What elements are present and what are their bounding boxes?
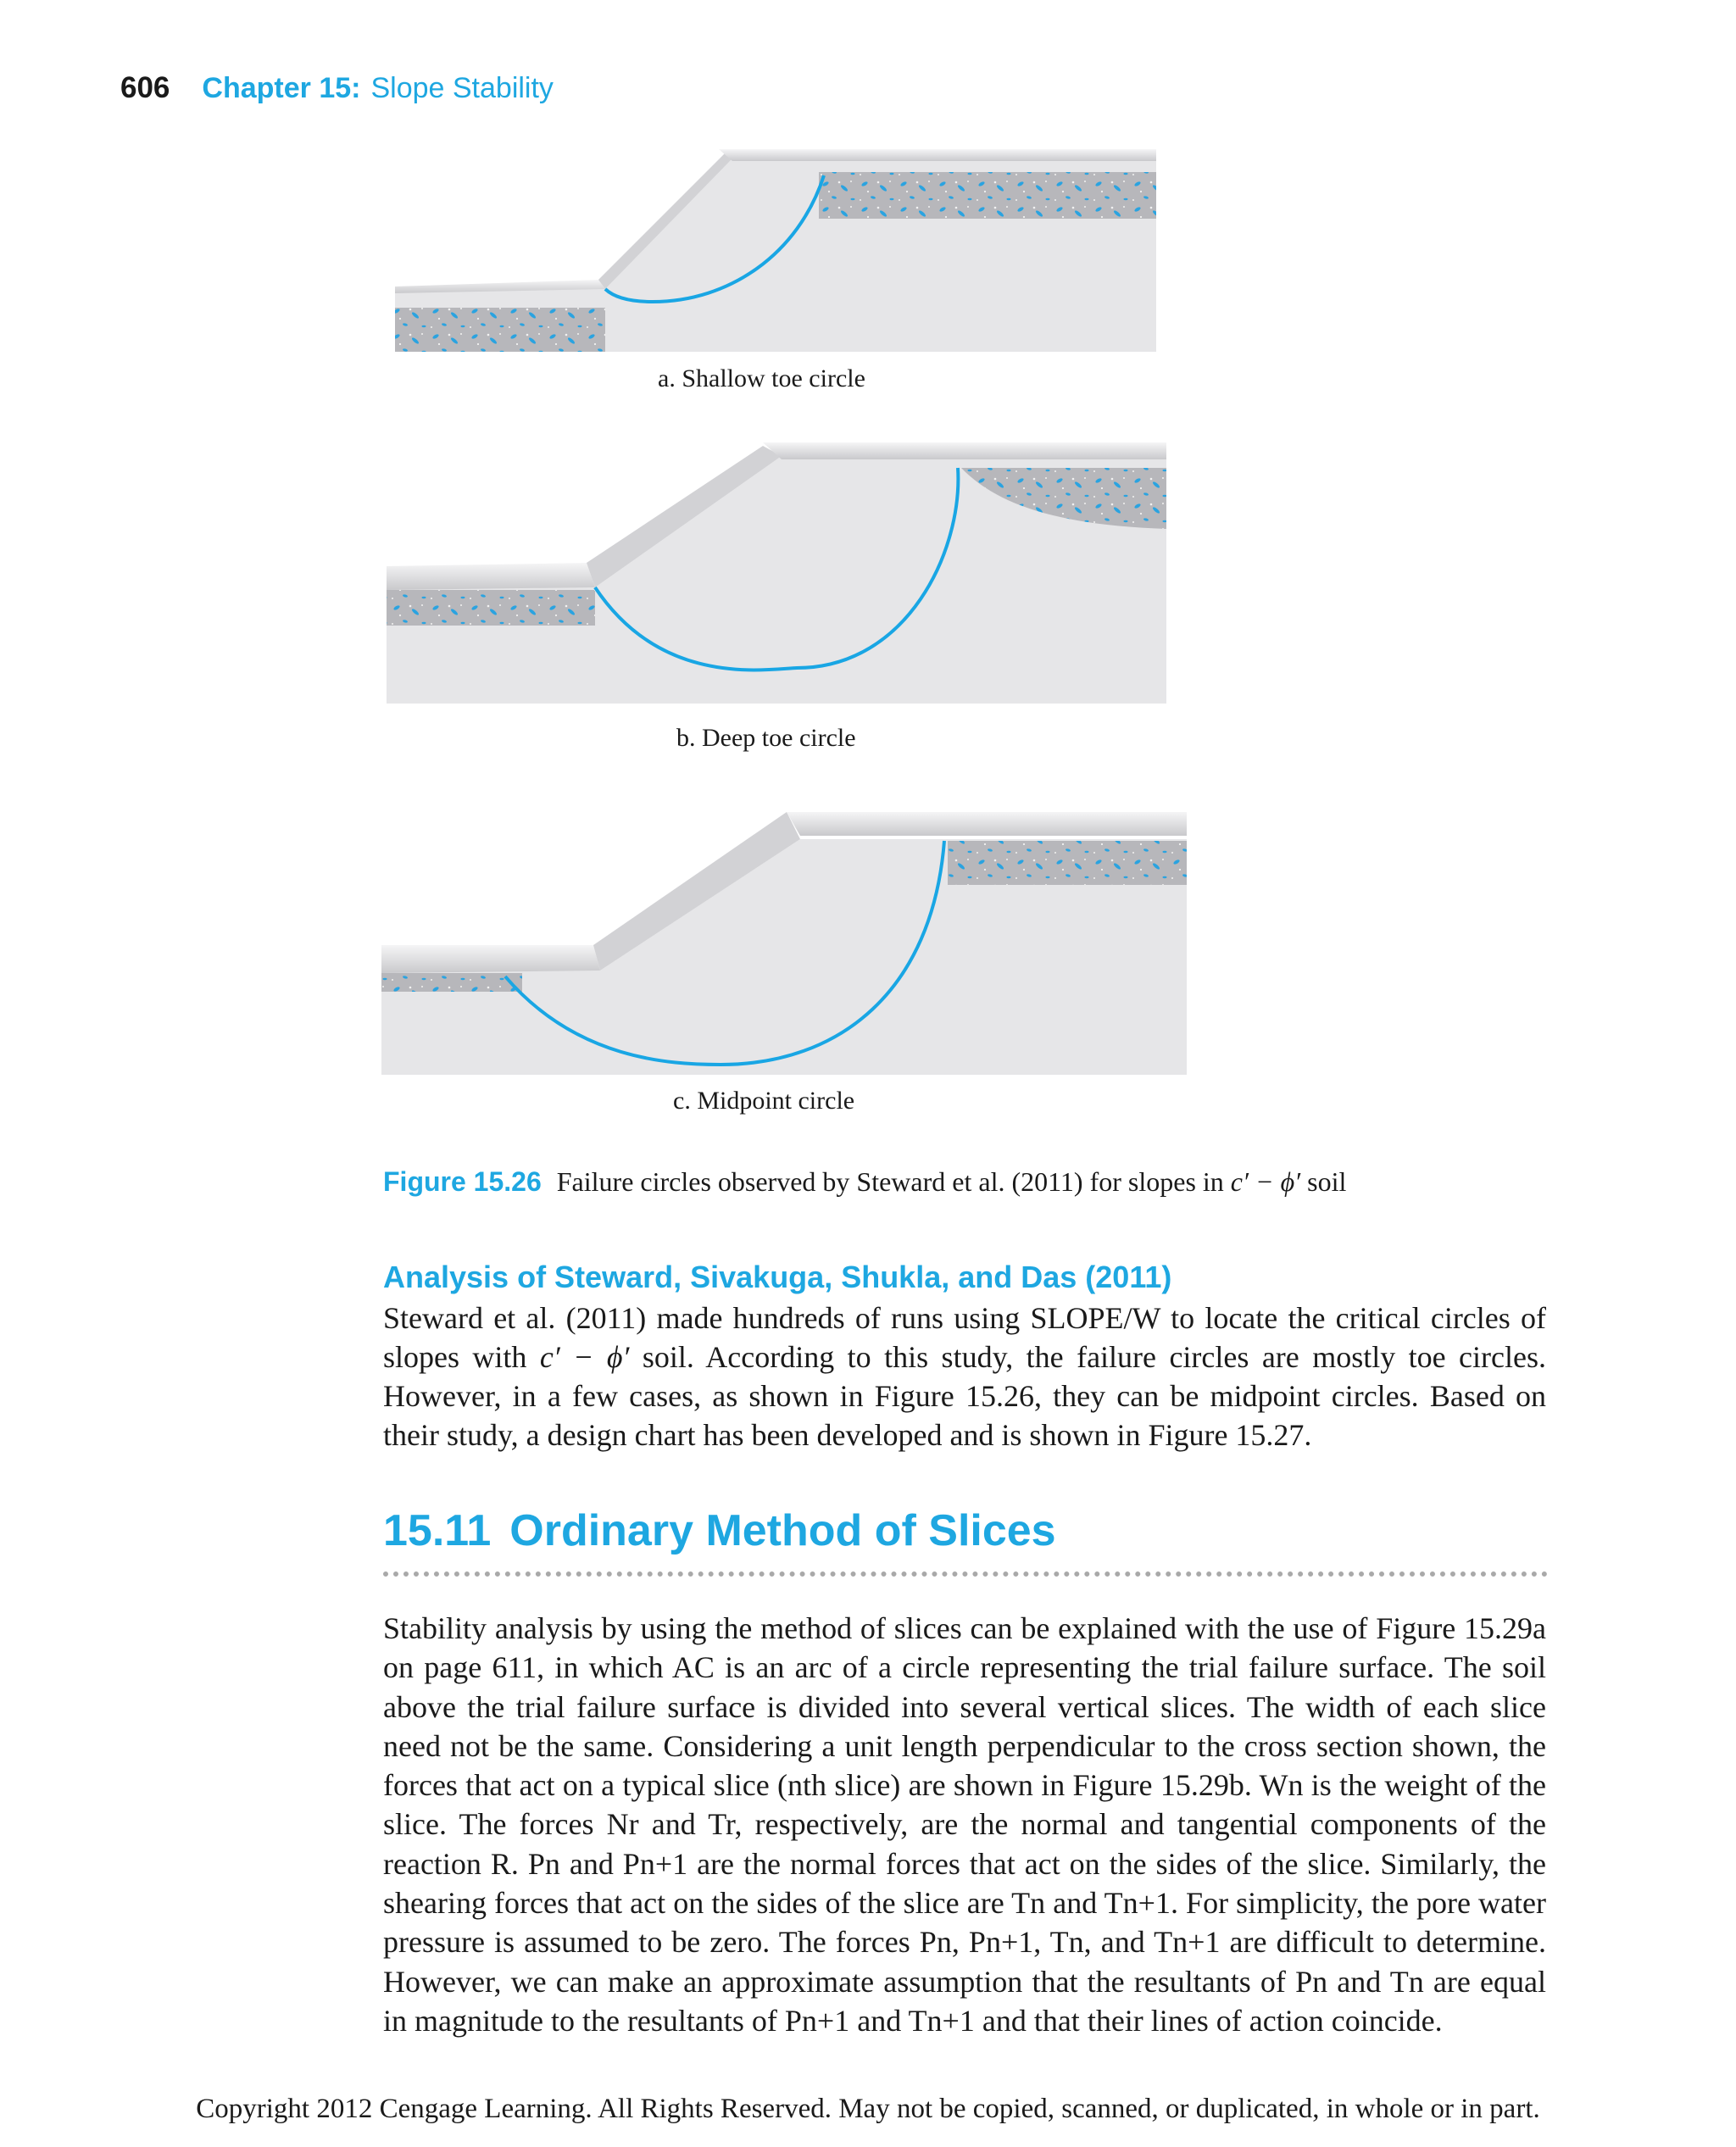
gravel-layer-upper [948,841,1187,885]
figure-midpoint-circle [0,805,1736,1127]
figure-caption [383,1166,1612,1198]
chapter-title: Slope Stability [370,72,554,104]
gravel-layer-lower [395,308,605,352]
section-title: Ordinary Method of Slices [509,1506,1056,1555]
subfigure-caption: a. Shallow toe circle [658,364,865,392]
copyright-footer: Copyright 2012 Cengage Learning. All Rights Reserved. May not be copied, scanned, or duplicated, in whole or in part. [196,2094,1540,2124]
subfigure-caption: b. Deep toe circle [676,724,856,752]
gravel-layer-lower [381,973,522,992]
body-paragraph: Stability analysis by using the method of slices can be explained with the use of Figure 15.29a on page 611, in which AC is an arc of a circle representing the trial failure surface. The soil above the trial failure surface is divided into several vertical slices. The width of each slice need not be the same. Considering a unit length perpendicular to the cross section shown, the forces that act on a typical slice (nth slice) are shown in Figure 15.29b. Wn is the weight of the slice. The forces Nr and Tr, respectively, are the normal and tangential components of the reaction R. Pn and Pn+1 are the normal forces that act on the sides of the slice. Similarly, the shearing forces that act on the sides of the slice are Tn and Tn+1. For simplicity, the pore water pressure is assumed to be zero. The forces Pn, Pn+1, Tn, and Tn+1 are difficult to determine. However, we can make an approximate assumption that the resultants of Pn and Tn are equal in magnitude to the resultants of Pn+1 and Tn+1 and that their lines of action coincide. [383,1611,1546,2038]
figure-caption-math: c′ − ϕ′ [1230,1166,1301,1197]
figure-deep-toe-circle [0,424,1736,763]
figure-shallow-toe-circle [0,0,1736,407]
slope-diagram-a [0,0,1736,407]
gravel-layer-lower [387,590,595,626]
subsection-math: c′ − ϕ′ [539,1340,630,1374]
chapter-label: Chapter 15: [202,72,361,104]
gravel-layer-upper [819,172,1156,219]
subsection-text-tail: soil. According to this study, the failure circles are mostly toe circles. However, in a few cases, as shown in Figure 15.26, they can be midpoint circles. Based on their study, a design chart has been developed and is shown in Figure 15.27. [383,1340,1546,1452]
page-number: 606 [120,71,170,104]
section-number: 15.11 [383,1506,492,1555]
subsection-paragraph [383,1299,1546,1455]
section-divider [383,1571,1548,1577]
subsection-heading: Analysis of Steward, Sivakuga, Shukla, and Das (2011) [383,1260,1172,1294]
figure-caption-tail: soil [1300,1166,1347,1197]
section-heading [383,1505,1056,1556]
subfigure-caption: c. Midpoint circle [673,1087,855,1115]
slope-diagram-b [0,424,1736,763]
slope-diagram-c [0,805,1736,1127]
subsection-text: Steward et al. (2011) made hundreds of runs using SLOPE/W to locate the critical circles of slopes with [383,1301,1546,1374]
figure-caption-text: Failure circles observed by Steward et al. (2011) for slopes in [556,1166,1231,1197]
figure-label: Figure 15.26 [383,1166,542,1197]
